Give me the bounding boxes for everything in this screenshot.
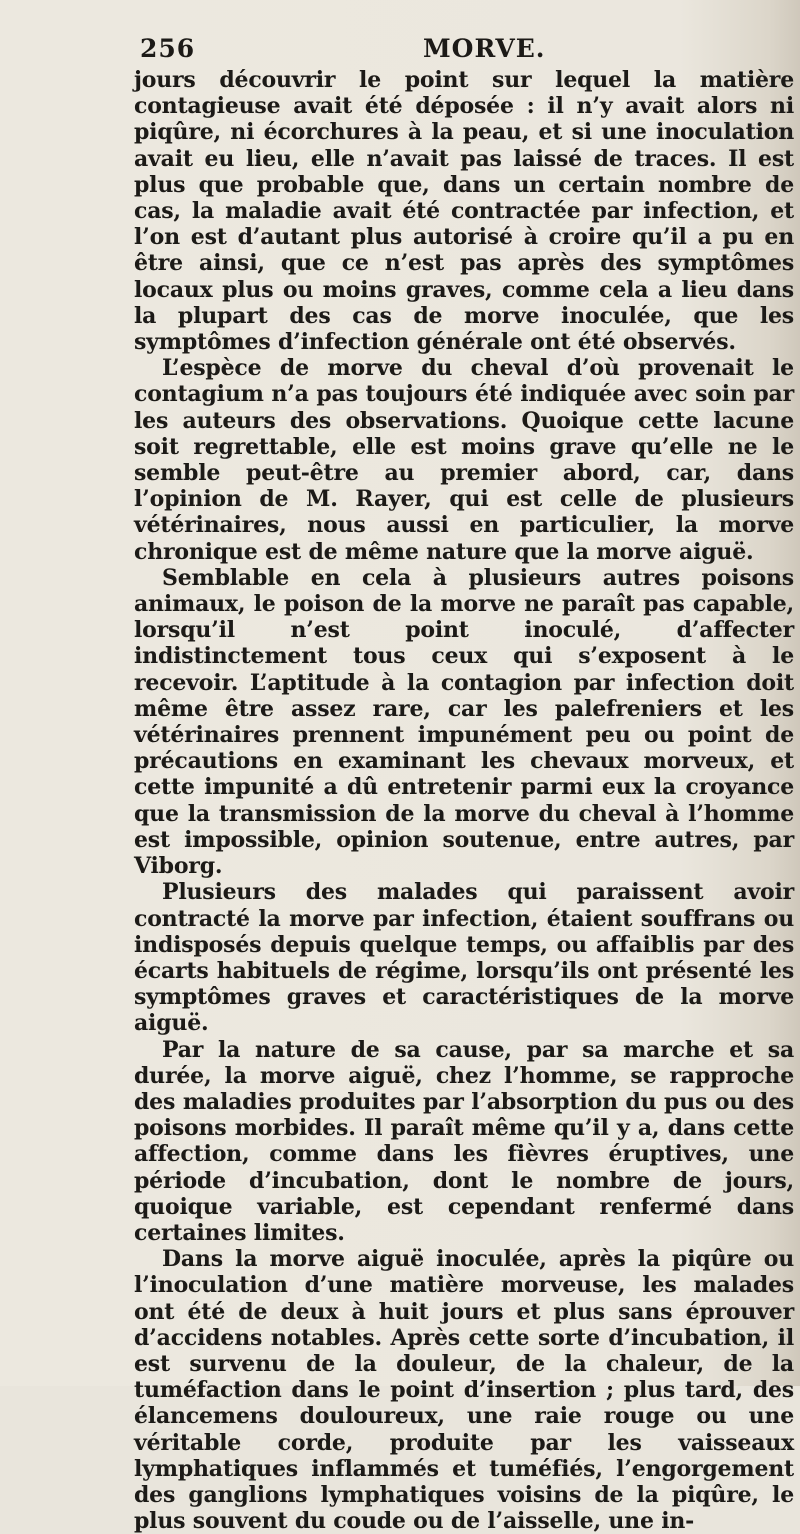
body-text: [134, 67, 794, 1534]
page-header: [140, 34, 780, 64]
paragraph-2: L’espèce de morve du cheval d’où provenait le contagium n’a pas toujours été indiquée avec soin par les auteurs des observations. Quoique cette lacune soit regrettable, elle est moins grave qu’elle ne le semble peut-être au premier abord, car, dans l’opinion de M. Rayer, qui est celle de plusieurs vétérinaires, nous aussi en particulier, la morve chronique est de même nature que la morve aiguë.: [134, 355, 794, 565]
paragraph-5: Par la nature de sa cause, par sa marche et sa durée, la morve aiguë, chez l’homme, se rapproche des maladies produites par l’absorption du pus ou des poisons morbides. Il paraît même qu’il y a, dans cette affection, comme dans les fièvres éruptives, une période d’incubation, dont le nombre de jours, quoique variable, est cependant renfermé dans certaines limites.: [134, 1036, 794, 1246]
paragraph-3: Semblable en cela à plusieurs autres poisons animaux, le poison de la morve ne paraît pas capable, lorsqu’il n’est point inoculé, d’affecter indistinctement tous ceux qui s’exposent à le recevoir. L’aptitude à la contagion par infection doit même être assez rare, car les palefreniers et les vétérinaires prennent impunément peu ou point de précautions en examinant les chevaux morveux, et cette impunité a dû entretenir parmi eux la croyance que la transmission de la morve du cheval à l’homme est impossible, opinion soutenue, entre autres, par Viborg.: [134, 564, 794, 880]
paragraph-4: Plusieurs des malades qui paraissent avoir contracté la morve par infection, étaient souffrans ou indisposés depuis quelque temps, ou affaiblis par des écarts habituels de régime, lorsqu’ils ont présenté les symptômes graves et caractéristiques de la morve aiguë.: [134, 879, 794, 1037]
running-title: MORVE.: [423, 34, 546, 63]
paragraph-1: jours découvrir le point sur lequel la matière contagieuse avait été déposée : il n’y avait alors ni piqûre, ni écorchures à la peau, et si une inoculation avait eu lieu, elle n’avait pas laissé de traces. Il est plus que probable que, dans un certain nombre de cas, la maladie avait été contractée par infection, et l’on est d’autant plus autorisé à croire qu’il a pu en être ainsi, que ce n’est pas après des symptômes locaux plus ou moins graves, comme cela a lieu dans la plupart des cas de morve inoculée, que les symptômes d’infection générale ont été observés.: [134, 67, 794, 356]
paragraph-6: Dans la morve aiguë inoculée, après la piqûre ou l’inoculation d’une matière morveuse, les malades ont été de deux à huit jours et plus sans éprouver d’accidens notables. Après cette sorte d’incubation, il est survenu de la douleur, de la chaleur, de la tuméfaction dans le point d’insertion ; plus tard, des élancemens douloureux, une raie rouge ou une véritable corde, produite par les vaisseaux lymphatiques inflammés et tuméfiés, l’engorgement des ganglions lymphatiques voisins de la piqûre, le plus souvent du coude ou de l’aisselle, une in-: [134, 1246, 794, 1534]
page-number: 256: [140, 34, 196, 63]
